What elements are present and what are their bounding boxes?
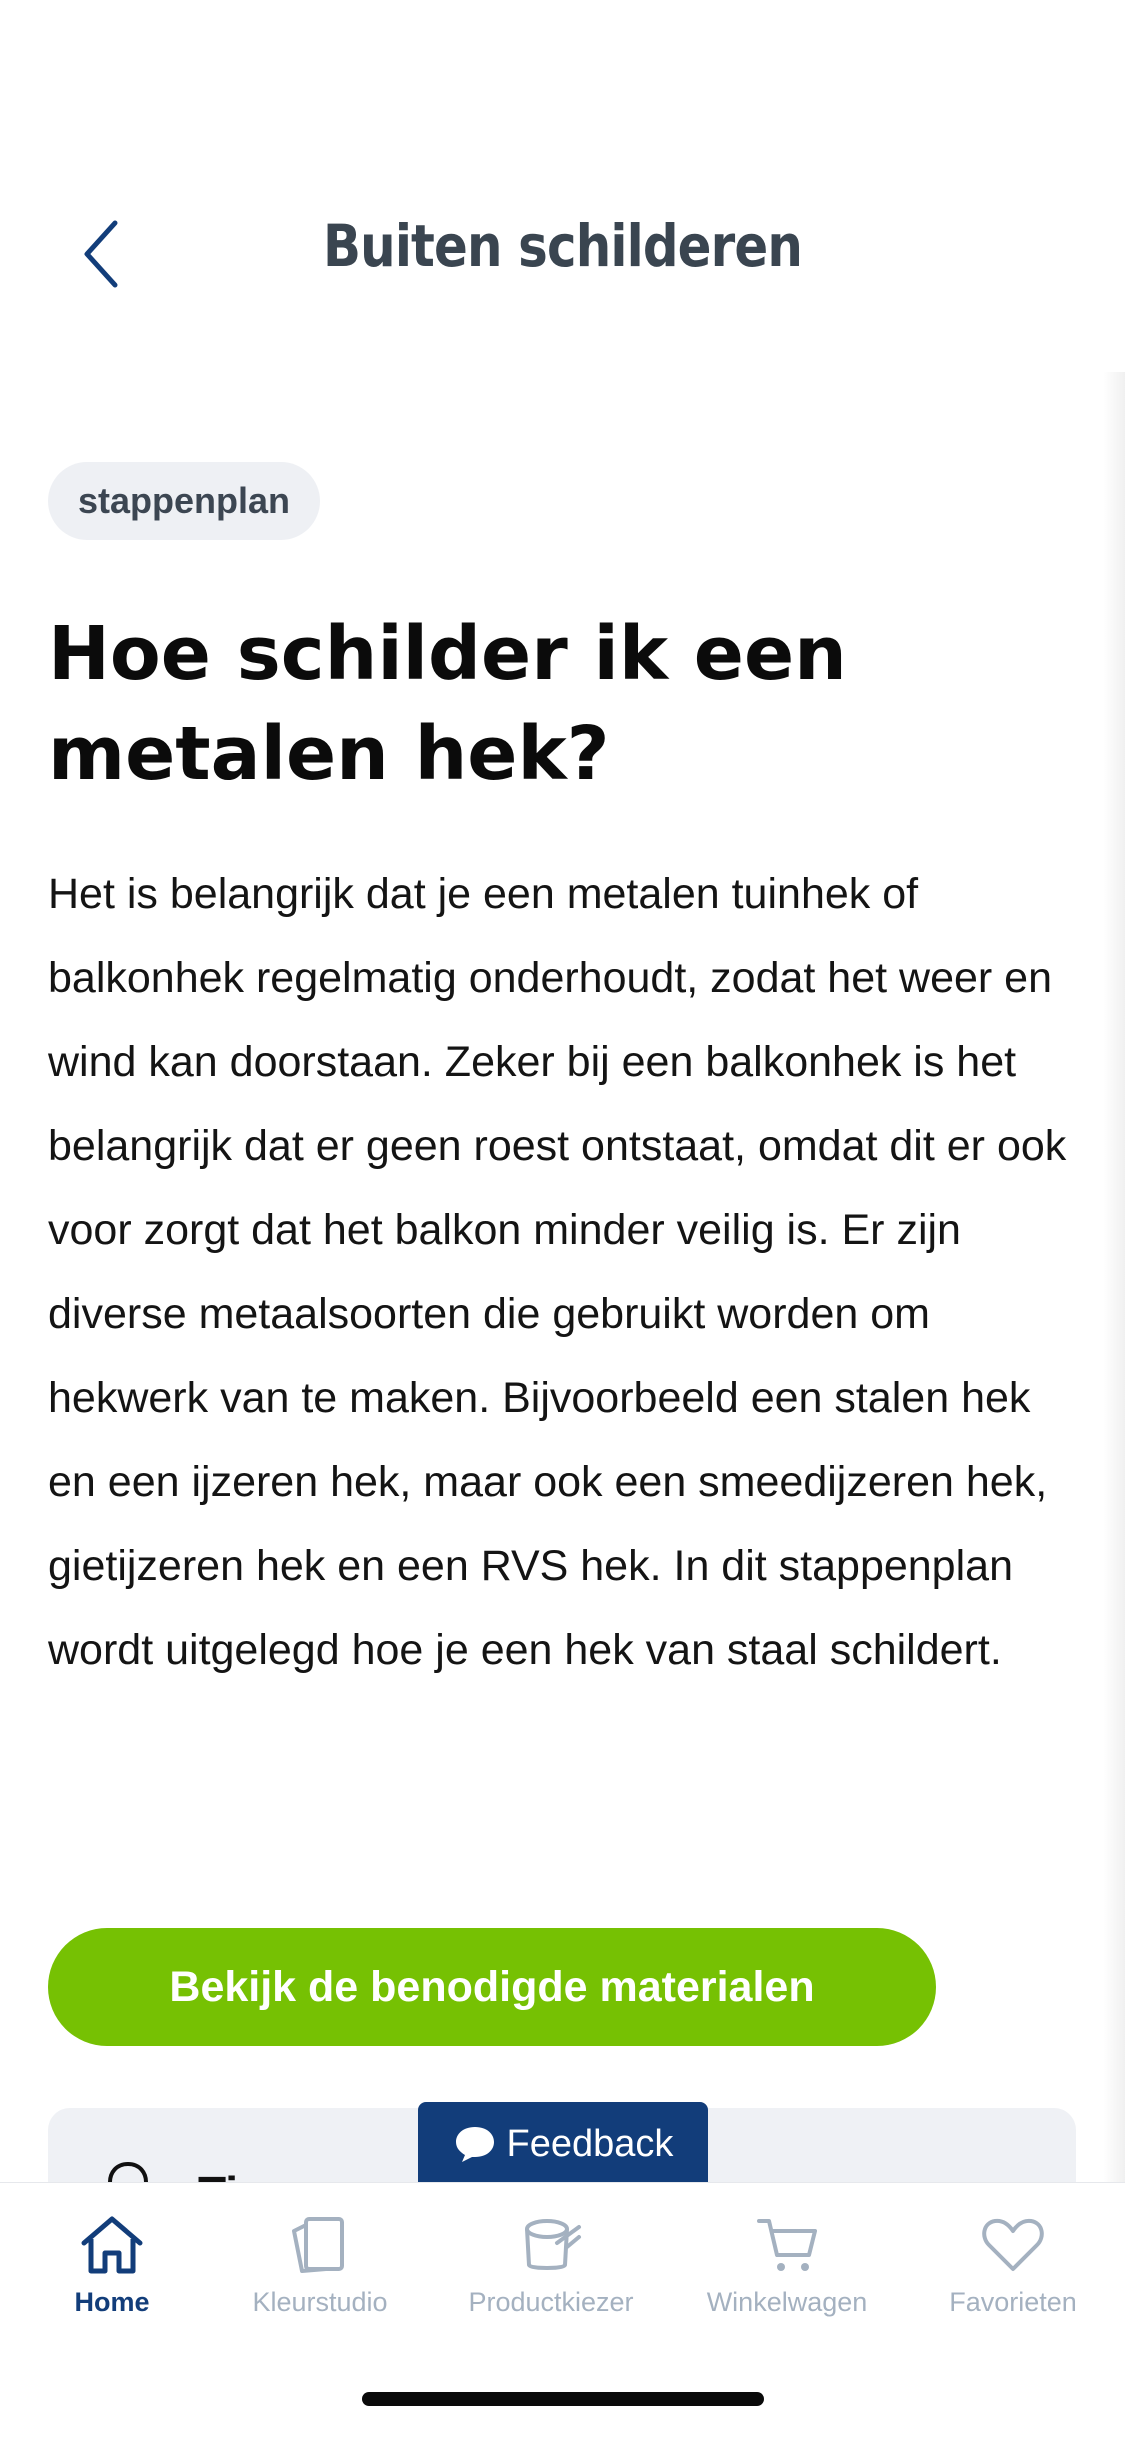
- tab-home[interactable]: [2, 2213, 222, 2333]
- paint-bucket-icon: [517, 2213, 585, 2277]
- tab-kleurstudio[interactable]: [210, 2213, 430, 2333]
- article-body: Het is belangrijk dat je een metalen tuinhek of balkonhek regelmatig onderhoudt, zodat het weer en wind kan doorstaan. Zeker bij een balkonhek is het belangrijk dat er geen roest ontstaat, omdat dit er ook voor zorgt dat het balkon minder veilig is. Er zijn diverse metaalsoorten die gebruikt worden om hekwerk van te maken. Bijvoorbeeld een stalen hek en een ijzeren hek, maar ook een smeedijzeren hek, gietijzeren hek en een RVS hek. In dit stappenplan wordt uitgelegd hoe je een hek van staal schildert.: [48, 870, 1067, 1674]
- scroll-edge-shadow: [1103, 372, 1125, 2192]
- tab-winkelwagen[interactable]: [677, 2213, 897, 2333]
- cart-icon: [753, 2213, 821, 2277]
- color-swatch-icon: [286, 2213, 354, 2277]
- chat-bubble-icon: [453, 2124, 497, 2164]
- view-materials-button[interactable]: Bekijk de benodigde materialen: [48, 1928, 936, 2046]
- tab-label: Productkiezer: [468, 2287, 634, 2317]
- top-bar: [0, 0, 1125, 360]
- home-indicator: [362, 2392, 764, 2406]
- category-tag: stappenplan: [48, 462, 320, 540]
- tab-label: Kleurstudio: [252, 2287, 388, 2317]
- tab-productkiezer[interactable]: [441, 2213, 661, 2333]
- article-title: Hoe schilder ik een metalen hek?: [48, 611, 847, 797]
- tab-label: Winkelwagen: [706, 2287, 868, 2317]
- tab-favorieten[interactable]: [903, 2213, 1123, 2333]
- home-icon: [78, 2213, 146, 2277]
- page-title: Buiten schilderen: [323, 212, 802, 280]
- tab-label: Home: [74, 2287, 150, 2317]
- heart-icon: [979, 2213, 1047, 2277]
- feedback-button[interactable]: [418, 2102, 708, 2186]
- feedback-label: Feedback: [506, 2122, 674, 2165]
- tab-label: Favorieten: [949, 2287, 1077, 2317]
